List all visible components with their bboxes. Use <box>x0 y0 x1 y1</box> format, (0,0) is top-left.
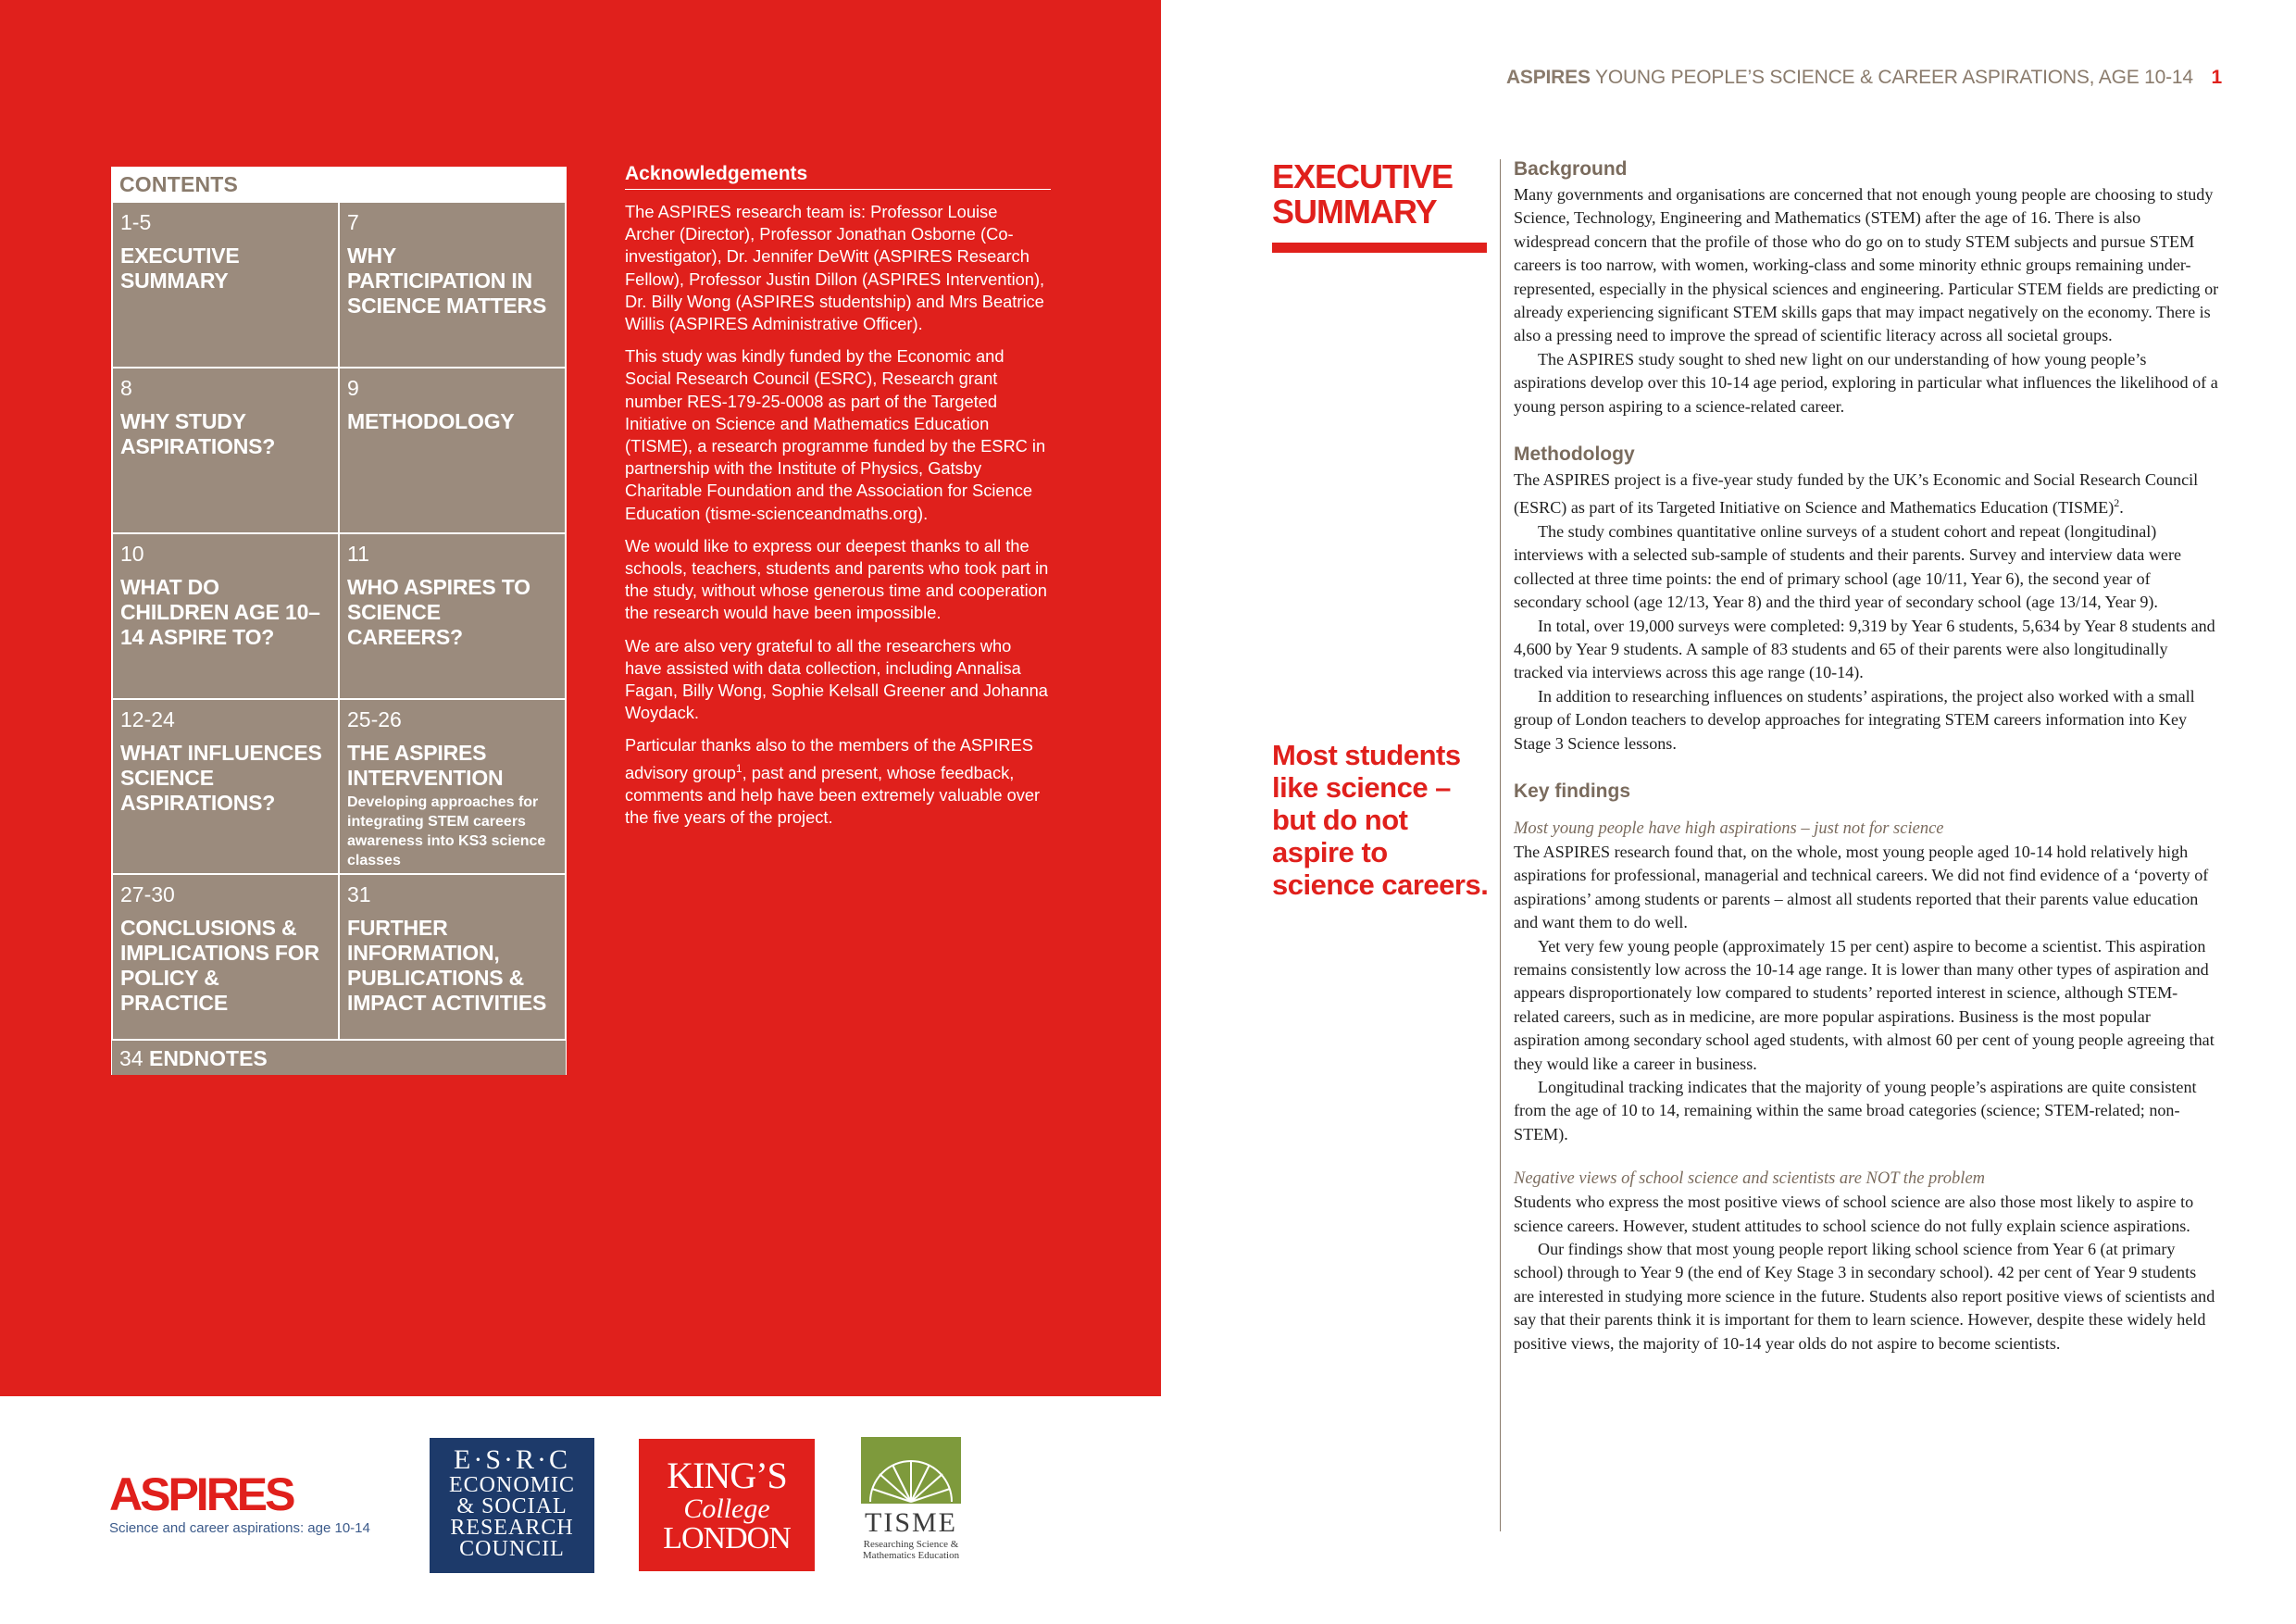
left-page-background <box>0 0 1161 1396</box>
footnote-marker[interactable]: 2 <box>2114 496 2120 510</box>
aspires-wordmark: ASPIRES <box>109 1468 293 1520</box>
entry-page-number: 31 <box>347 882 371 906</box>
entry-page-number: 27-30 <box>120 882 175 906</box>
contents-entry-why-participation[interactable] <box>339 202 566 368</box>
ack-paragraph: We would like to express our deepest thanks to all the schools, teachers, students and parents who took part in the study, without whose generous time and cooperation the research would have been impossible. <box>625 535 1049 623</box>
entry-title: CONCLUSIONS & IMPLICATIONS FOR POLICY & PRACTICE <box>120 916 319 1015</box>
entry-title: FURTHER INFORMATION, PUBLICATIONS & IMPACT ACTIVITIES <box>347 916 547 1015</box>
column-divider <box>1500 159 1501 1531</box>
body-paragraph: Yet very few young people (approximately 15 per cent) aspire to become a scientist. This aspiration remains consistently low across the 10-14 age range. It is lower than many other types of aspiration and appears disproportionately low compared to students’ reported interest in science, although STEM-related careers, such as in medicine, are more popular aspirations. Business is the most popular aspiration among secondary school aged students, with almost 60 per cent of young people agreeing that they would like a career in business. <box>1514 936 2215 1073</box>
footnote-marker[interactable]: 1 <box>735 761 742 775</box>
entry-page-number: 9 <box>347 376 359 400</box>
entry-page-number: 1-5 <box>120 210 152 234</box>
findings-subheading: Most young people have high aspirations – just not for science <box>1514 818 1944 838</box>
entry-page-number: 10 <box>120 542 144 566</box>
contents-entry-methodology[interactable] <box>339 368 566 533</box>
kings-college-london-logo: KING’S College LONDON <box>637 1437 817 1573</box>
contents-entry-why-study-aspirations[interactable] <box>112 368 339 533</box>
entry-title: WHAT INFLUENCES SCIENCE ASPIRATIONS? <box>120 741 322 815</box>
title-underline-bar <box>1272 243 1487 253</box>
aspires-tagline: Science and career aspirations: age 10-14 <box>109 1520 370 1536</box>
esrc-logo: E·S·R·C ECONOMIC & SOCIAL RESEARCH COUNCIL <box>430 1438 594 1573</box>
entry-title: METHODOLOGY <box>347 409 515 433</box>
body-paragraph: Longitudinal tracking indicates that the majority of young people’s aspirations are quite consistent from the age of 10 to 14, remaining within the same broad categories (science; STEM-related; non-STEM). <box>1514 1078 2197 1143</box>
body-paragraph: The ASPIRES study sought to shed new light on our understanding of how young people’s aspirations develop over this 10-14 age period, exploring in particular what influences the likelihood of a young person aspiring to a science-related career. <box>1514 349 2218 416</box>
body-paragraph: The study combines quantitative online surveys of a student cohort and repeat (longitudinal) interviews with a selected sub-sample of students and their parents. Survey and interview data were collected at three time points: the end of primary school (age 10/11, Year 6), the second year of secondary school (age 12/13, Year 8) and the third year of secondary school (age 13/14, Year 9). <box>1514 521 2182 612</box>
aspires-logo <box>109 1470 424 1536</box>
body-paragraph: Students who express the most positive views of school science are also those most likely to aspire to science careers. However, student attitudes to school science do not fully explain science aspirations. <box>1514 1193 2194 1235</box>
ack-paragraph: The ASPIRES research team is: Professor Louise Archer (Director), Professor Jonathan Osborne (Co-investigator), Dr. Jennifer DeWitt (ASPIRES Research Fellow), Professor Justin Dillon (ASPIRES Intervention), Dr. Billy Wong (ASPIRES studentship) and Mrs Beatrice Willis (ASPIRES Administrative Officer). <box>625 202 1045 334</box>
tisme-logo: TISME Researching Science & Mathematics Education <box>855 1437 967 1574</box>
key-findings-heading: Key findings <box>1514 780 1631 802</box>
ack-paragraph: We are also very grateful to all the researchers who have assisted with data collection, including Annalisa Fagan, Billy Wong, Sophie Kelsall Greener and Johanna Woydack. <box>625 635 1048 723</box>
entry-title: THE ASPIRES INTERVENTION <box>347 741 504 790</box>
body-paragraph: The ASPIRES research found that, on the whole, most young people aged 10-14 hold relatively high aspirations for professional, managerial and technical careers. We did not find evidence of a ‘poverty of aspirations’ among students or parents – almost all students reported that their parents value education and want them to do well. <box>1514 842 2209 932</box>
page-number: 1 <box>2211 67 2222 88</box>
tisme-mark-icon <box>861 1437 961 1504</box>
body-paragraph: Our findings show that most young people report liking school science from Year 6 (at primary school) through to Year 9 (the end of Key Stage 3 in secondary school). 42 per cent of Year 9 students are interested in studying more science in the future. Students also report positive views of scientists and say that their parents think it is important for them to learn science. However, despite these widely held positive views, the majority of 10-14 year olds do not aspire to become scientists. <box>1514 1240 2215 1353</box>
running-header <box>1506 67 2222 89</box>
entry-page-number: 25-26 <box>347 707 402 731</box>
ack-paragraph: Particular thanks also to the members of the ASPIRES advisory group$^1$, past and present, whose feedback, comments and help have been extremely valuable over the five years of the project. <box>625 735 1041 828</box>
executive-summary-body <box>1514 157 2219 1355</box>
body-paragraph: In total, over 19,000 surveys were completed: 9,319 by Year 6 students, 5,634 by Year 8 students and 4,600 by Year 9 students. A sample of 83 students and 65 of their parents were also longitudinally tracked via interviews across this age range (10-14). <box>1514 616 2215 682</box>
entry-page-number: 12-24 <box>120 707 175 731</box>
body-paragraph: Many governments and organisations are concerned that not enough young people are choosing to study Science, Technology, Engineering and Mathematics (STEM) after the age of 16. There is also widespread concern that the profile of those who do go on to study STEM subjects and pursue STEM careers is too narrow, with women, working-class and some minority ethnic groups remaining under-represented, especially in the physical sciences and engineering. Particular STEM fields are predicting or already experiencing significant STEM skills gaps that may impact negatively on the economy. There is also a pressing need to improve the spread of scientific literacy across all societal groups. <box>1514 185 2219 345</box>
running-header-brand: ASPIRES <box>1505 67 1591 88</box>
entry-title: WHAT DO CHILDREN AGE 10–14 ASPIRE TO? <box>120 575 320 649</box>
acknowledgements-heading: Acknowledgements <box>625 163 1051 190</box>
contents-table <box>111 167 567 1075</box>
pull-quote: Most students like science – but do not aspire to science careers. <box>1272 739 1489 901</box>
entry-page-number: 8 <box>120 376 132 400</box>
contents-entry-what-influences[interactable] <box>112 699 339 874</box>
contents-entry-conclusions[interactable] <box>112 874 339 1040</box>
entry-title: WHY PARTICIPATION IN SCIENCE MATTERS <box>347 244 547 318</box>
contents-entry-executive-summary[interactable] <box>112 202 339 368</box>
entry-title: ENDNOTES <box>148 1046 268 1070</box>
body-paragraph: In addition to researching influences on students’ aspirations, the project also worked with a small group of London teachers to develop approaches for integrating STEM careers information into Key Stage 3 Science lessons. <box>1514 686 2195 753</box>
contents-entry-further-information[interactable] <box>339 874 566 1040</box>
contents-entry-who-aspires[interactable] <box>339 533 566 699</box>
ack-paragraph: This study was kindly funded by the Economic and Social Research Council (ESRC), Research grant number RES-179-25-0008 as part of the Targeted Initiative on Science and Mathematics Education (TISME), a research programme funded by the ESRC in partnership with the Institute of Physics, Gatsby Charitable Foundation and the Association for Science Education (tisme-scienceandmaths.org). <box>625 346 1046 523</box>
running-header-title: YOUNG PEOPLE’S SCIENCE & CAREER ASPIRATIONS, AGE 10-14 <box>1595 67 2193 88</box>
contents-header: CONTENTS <box>112 168 566 202</box>
body-paragraph: The ASPIRES project is a five-year study funded by the UK’s Economic and Social Research Council (ESRC) as part of its Targeted Initiative on Science and Mathematics Education (TISME)$^2$. <box>1514 470 2199 518</box>
entry-subtitle: Developing approaches for integrating STEM careers awareness into KS3 science classes <box>347 794 546 868</box>
acknowledgements-section <box>625 163 1051 839</box>
entry-page-number: 11 <box>347 542 369 566</box>
contents-entry-aspires-intervention[interactable] <box>339 699 566 874</box>
section-title: EXECUTIVE SUMMARY <box>1272 157 1454 231</box>
entry-page-number: 7 <box>347 210 359 234</box>
background-heading: Background <box>1514 158 1628 180</box>
entry-title: EXECUTIVE SUMMARY <box>120 244 240 293</box>
entry-title: WHY STUDY ASPIRATIONS? <box>120 409 276 458</box>
entry-title: WHO ASPIRES TO SCIENCE CAREERS? <box>347 575 530 649</box>
contents-entry-endnotes[interactable] <box>112 1040 566 1075</box>
contents-entry-what-children-aspire-to[interactable] <box>112 533 339 699</box>
methodology-heading: Methodology <box>1514 443 1635 466</box>
entry-page-number: 34 <box>119 1046 144 1070</box>
findings-subheading: Negative views of school science and scientists are NOT the problem <box>1514 1169 1986 1189</box>
